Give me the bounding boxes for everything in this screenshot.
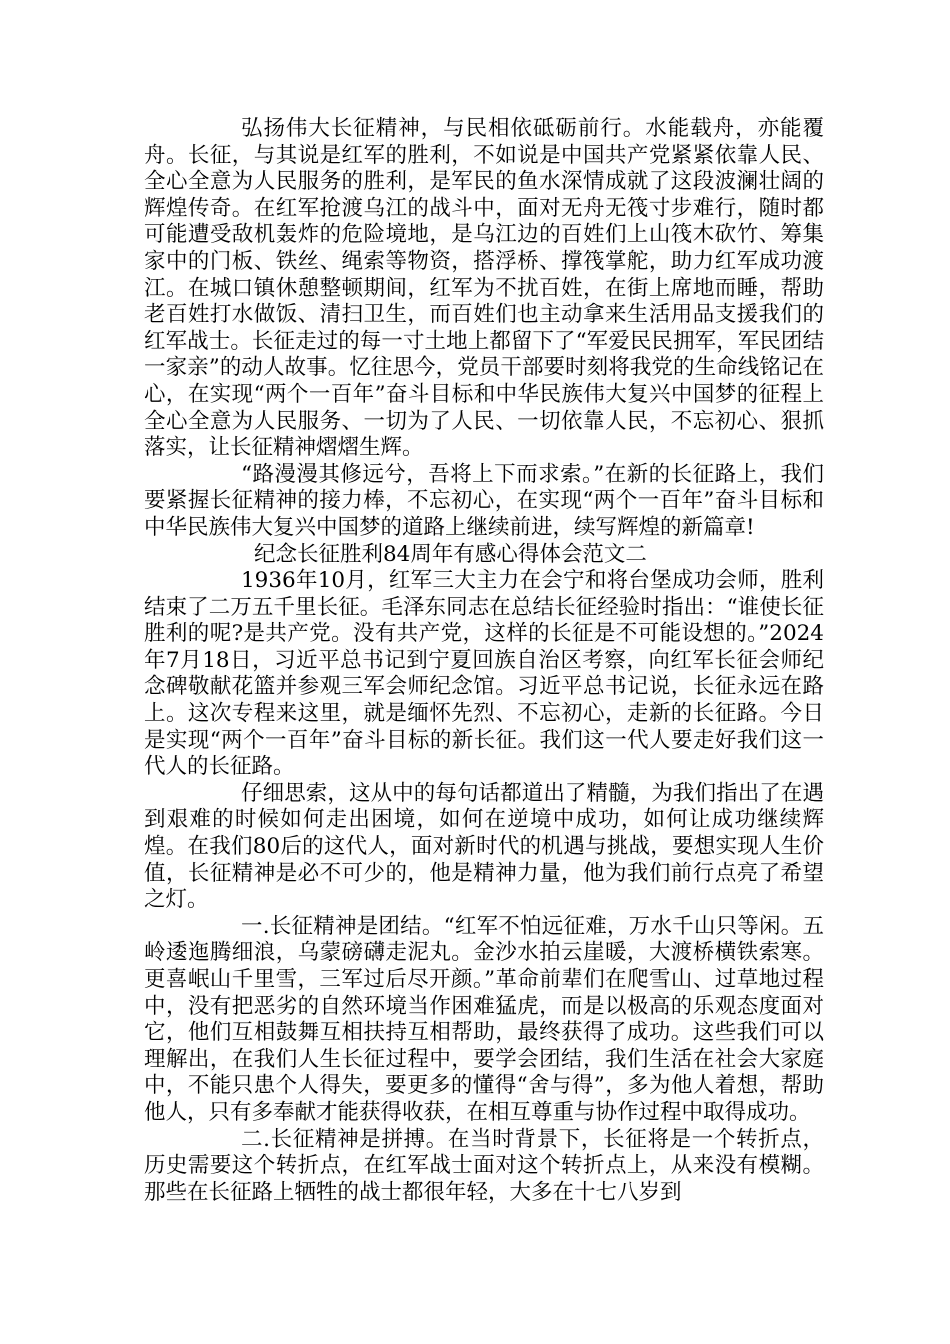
essay-two-title: 纪念长征胜利84周年有感心得体会范文二 bbox=[254, 541, 647, 567]
paragraph-spirit-unity: 一.长征精神是团结。“红军不怕远征难，万水千山只等闲。五岭逶迤腾细浪，乌蒙磅礴走泥丸。金沙水拍云崖暖，大渡桥横铁索寒。更喜岷山千里雪，三军过后尽开颜。”革命前辈们在爬雪山、过草地过程中，没有把恶劣的自然环境当作困难猛虎，而是以极高的乐观态度面对它，他们互相鼓舞互相扶持互相帮助，最终获得了成功。这些我们可以理解出，在我们人生长征过程中，要学会团结，我们生活在社会大家庭中，不能只患个人得失，要更多的懂得“舍与得”，多为他人着想，帮助他人，只有多奉献才能获得收获，在相互尊重与协作过程中取得成功。 bbox=[144, 913, 824, 1125]
paragraph-new-long-march: “路漫漫其修远兮，吾将上下而求索。”在新的长征路上，我们要紧握长征精神的接力棒，不忘初心，在实现“两个一百年”奋斗目标和中华民族伟大复兴中国梦的道路上继续前进，续写辉煌的新篇章! bbox=[144, 461, 824, 540]
paragraph-reflection: 仔细思索，这从中的每句话都道出了精髓，为我们指出了在遇到艰难的时候如何走出困境，如何在逆境中成功，如何让成功继续辉煌。在我们80后的这代人，面对新时代的机遇与挑战，要想实现人生价值，长征精神是必不可少的，他是精神力量，他为我们前行点亮了希望之灯。 bbox=[144, 780, 824, 913]
paragraph-spirit-struggle: 二.长征精神是拼搏。在当时背景下，长征将是一个转折点，历史需要这个转折点，在红军战士面对这个转折点上，从来没有模糊。那些在长征路上牺牲的战士都很年轻，大多在十七八岁到 bbox=[144, 1126, 824, 1205]
paragraph-unity-with-people: 弘扬伟大长征精神，与民相依砥砺前行。水能载舟，亦能覆舟。长征，与其说是红军的胜利，不如说是中国共产党紧紧依靠人民、全心全意为人民服务的胜利，是军民的鱼水深情成就了这段波澜壮阔的辉煌传奇。在红军抢渡乌江的战斗中，面对无舟无筏寸步难行，随时都可能遭受敌机轰炸的危险境地，是乌江边的百姓们上山筏木砍竹、筹集家中的门板、铁丝、绳索等物资，搭浮桥、撑筏掌舵，助力红军成功渡江。在城口镇休憩整顿期间，红军为不扰百姓，在街上席地而睡，帮助老百姓打水做饭、清扫卫生，而百姓们也主动拿来生活用品支援我们的红军战士。长征走过的每一寸土地上都留下了“军爱民民拥军，军民团结一家亲”的动人故事。忆往思今，党员干部要时刻将我党的生命线铭记在心，在实现“两个一百年”奋斗目标和中华民族伟大复兴中国梦的征程上全心全意为人民服务、一切为了人民、一切依靠人民，不忘初心、狠抓落实，让长征精神熠熠生辉。 bbox=[144, 116, 824, 461]
paragraph-1936-victory: 1936年10月，红军三大主力在会宁和将台堡成功会师，胜利结束了二万五千里长征。毛泽东同志在总结长征经验时指出：“谁使长征胜利的呢?是共产党。没有共产党，这样的长征是不可能设想的。”2024年7月18日，习近平总书记到宁夏回族自治区考察，向红军长征会师纪念碑敬献花篮并参观三军会师纪念馆。习近平总书记说，长征永远在路上。这次专程来这里，就是缅怀先烈、不忘初心，走新的长征路。今日是实现“两个一百年”奋斗目标的新长征。我们这一代人要走好我们这一代人的长征路。 bbox=[144, 568, 824, 780]
document-page bbox=[144, 116, 824, 1206]
